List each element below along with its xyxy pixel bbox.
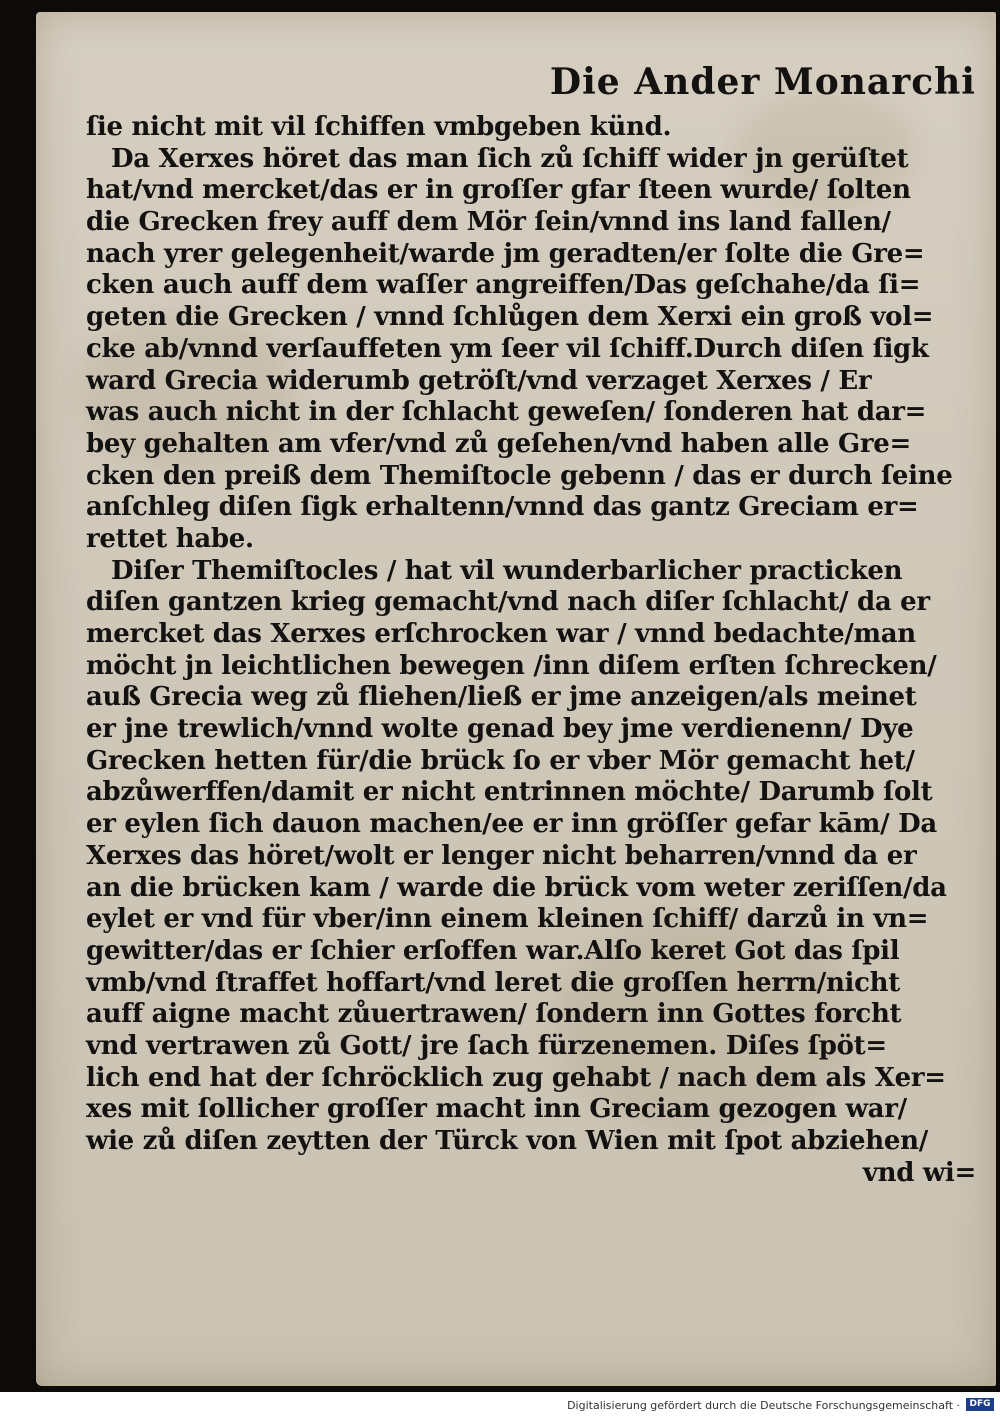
text-line: eylet er vnd für vber/inn einem kleinen ſchiff/ darzů in vn=	[86, 904, 929, 935]
text-line: geten die Grecken / vnnd ſchlůgen dem Xerxi ein groß vol=	[86, 302, 934, 333]
footer-bar	[0, 1392, 1000, 1419]
text-line: diſen gantzen krieg gemacht/vnd nach diſer ſchlacht/ da er	[86, 587, 930, 618]
text-line: an die brücken kam / warde die brück vom weter zeriſſen/da	[86, 872, 947, 903]
text-line: Grecken hetten für/die brück ſo er vber Mör gemacht het/	[86, 745, 915, 776]
text-line: Da Xerxes höret das man ſich zů ſchiff wider jn gerüſtet	[111, 143, 909, 174]
text-line: vnd vertrawen zů Gott/ jre ſach fürzenemen. Diſes ſpöt=	[86, 1030, 887, 1061]
text-line: cken auch auff dem waſſer angreiffen/Das geſchahe/da ſi=	[86, 270, 921, 301]
text-line: ward Grecia widerumb getröſt/vnd verzaget Xerxes / Er	[86, 365, 872, 396]
funding-notice: Digitalisierung gefördert durch die Deutsche Forschungsgemeinschaft ·	[567, 1399, 960, 1412]
dfg-logo-icon: DFG	[966, 1398, 994, 1411]
text-line: die Grecken frey auff dem Mör ſein/vnnd ins land fallen/	[86, 207, 891, 238]
text-line: vmb/vnd ſtraffet hoffart/vnd leret die groſſen herrn/nicht	[86, 967, 900, 998]
text-line: nach yrer gelegenheit/warde jm geradten/er ſolte die Gre=	[86, 238, 925, 269]
text-line: auß Grecia weg zů fliehen/ließ er jme anzeigen/als meinet	[86, 682, 917, 713]
text-line: cke ab/vnnd verſauffeten ym ſeer vil ſchiff.Durch diſen ſigk	[86, 333, 929, 364]
text-line: anſchleg diſen ſigk erhaltenn/vnnd das gantz Greciam er=	[86, 492, 919, 523]
text-line: lich end hat der ſchröcklich zug gehabt / nach dem als Xer=	[86, 1062, 946, 1093]
text-line: mercket das Xerxes erſchrocken war / vnnd bedachte/man	[86, 619, 916, 649]
text-line: was auch nicht in der ſchlacht geweſen/ ſonderen hat dar=	[86, 397, 927, 428]
page-text	[86, 52, 976, 1189]
book-page	[36, 12, 996, 1386]
text-line: er jne trewlich/vnnd wolte genad bey jme verdienenn/ Dye	[86, 714, 914, 745]
running-head: Die Ander Monarchi	[549, 61, 976, 103]
text-line: wie zů diſen zeytten der Türck von Wien mit ſpot abziehen/	[86, 1126, 928, 1156]
text-line: cken den preiß dem Themiſtocle gebenn / das er durch ſeine	[86, 460, 953, 491]
text-line: xes mit ſollicher groſſer macht inn Greciam gezogen war/	[86, 1094, 907, 1125]
text-line: abzůwerffen/damit er nicht entrinnen möchte/ Darumb ſolt	[86, 777, 933, 808]
text-line: Diſer Themiſtocles / hat vil wunderbarlicher practicken	[111, 555, 903, 586]
text-line: er eylen ſich dauon machen/ee er inn gröſſer gefar kām/ Da	[86, 809, 937, 840]
text-line: bey gehalten am vfer/vnd zů geſehen/vnd haben alle Gre=	[86, 428, 912, 459]
text-line: Xerxes das höret/wolt er lenger nicht beharren/vnnd da er	[86, 840, 917, 871]
text-line: auff aigne macht zůuertrawen/ ſondern inn Gottes forcht	[86, 999, 902, 1030]
catchword: vnd wi=	[862, 1157, 976, 1188]
text-line: gewitter/das er ſchier erſoffen war.Alſo keret Got das ſpil	[86, 935, 900, 966]
text-line: rettet habe.	[86, 523, 254, 554]
text-line: möcht jn leichtlichen bewegen /inn diſem erſten ſchrecken/	[86, 650, 937, 681]
text-line: hat/vnd mercket/das er in groſſer gfar ſteen wurde/ ſolten	[86, 175, 911, 206]
text-line: ſie nicht mit vil ſchiffen vmbgeben künd.	[86, 112, 672, 142]
